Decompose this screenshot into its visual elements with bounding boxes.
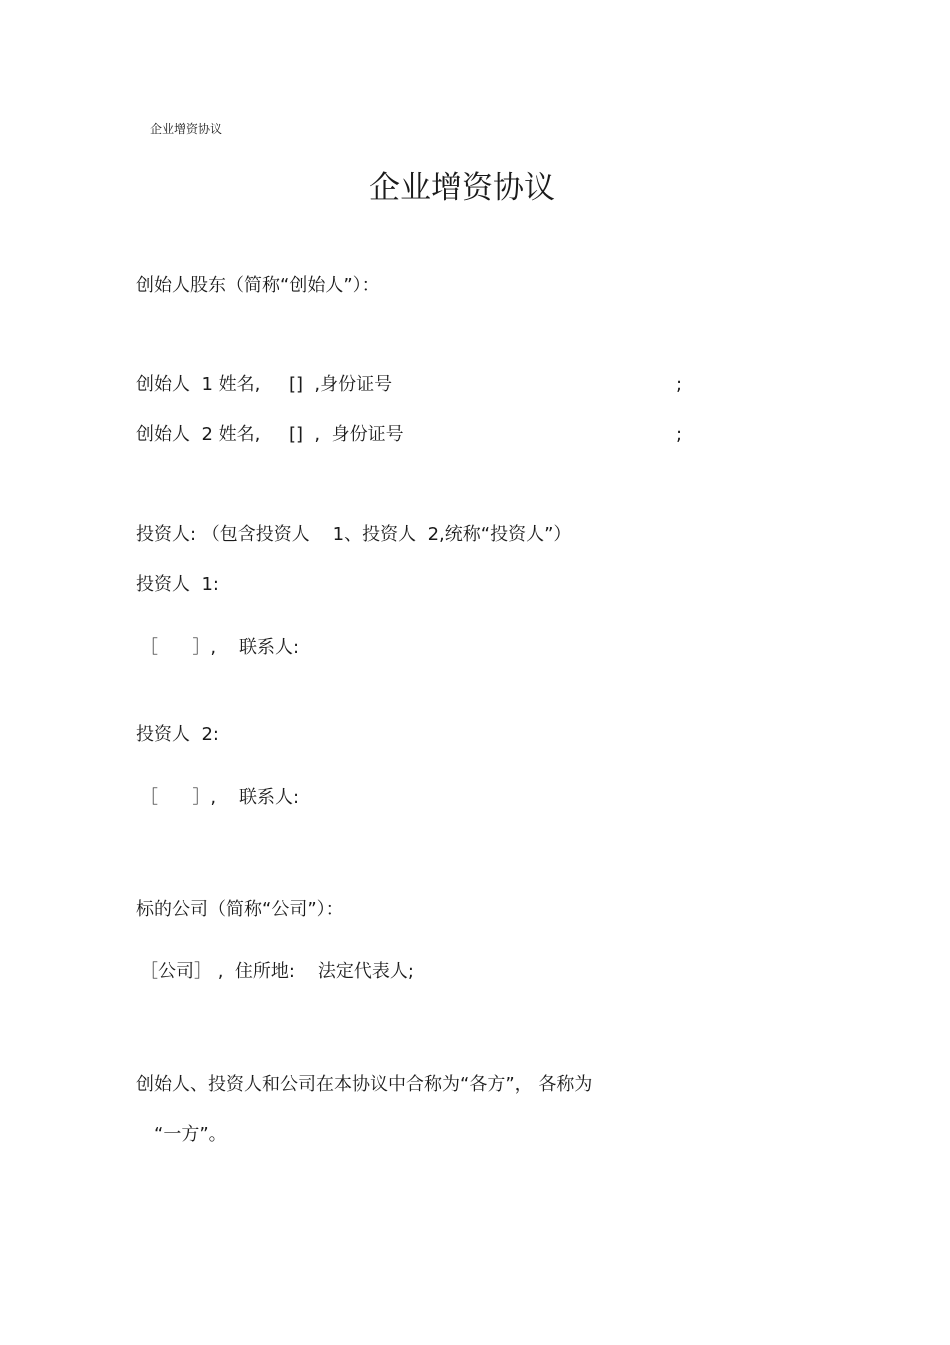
company-details-line: ［公司］ , 住所地: 法定代表人; xyxy=(140,961,414,982)
document-title: 企业增资协议 xyxy=(369,170,555,206)
founder-1-line: 创始人 1 姓名, [] ,身份证号 xyxy=(136,374,393,395)
company-heading: 标的公司（简称“公司”）： xyxy=(136,899,344,920)
founders-heading: 创始人股东（简称“创始人”）： xyxy=(136,275,380,296)
founder-2-end: ; xyxy=(676,424,683,445)
investor-1-label: 投资人 1: xyxy=(136,574,219,595)
investor-1-contact-line: ［ ］, 联系人: xyxy=(140,637,300,658)
parties-definition-line-2: “一方”。 xyxy=(154,1124,227,1145)
founder-2-line: 创始人 2 姓名, [] , 身份证号 xyxy=(136,424,404,445)
investor-2-label: 投资人 2: xyxy=(136,724,219,745)
investor-2-contact-line: ［ ］, 联系人: xyxy=(140,787,300,808)
founder-1-end: ; xyxy=(676,374,683,395)
parties-definition-line-1: 创始人、投资人和公司在本协议中合称为“各方”， 各称为 xyxy=(136,1074,593,1095)
investors-heading: 投资人: （包含投资人 1、投资人 2,统称“投资人”） xyxy=(136,524,572,545)
running-header: 企业增资协议 xyxy=(150,122,223,136)
